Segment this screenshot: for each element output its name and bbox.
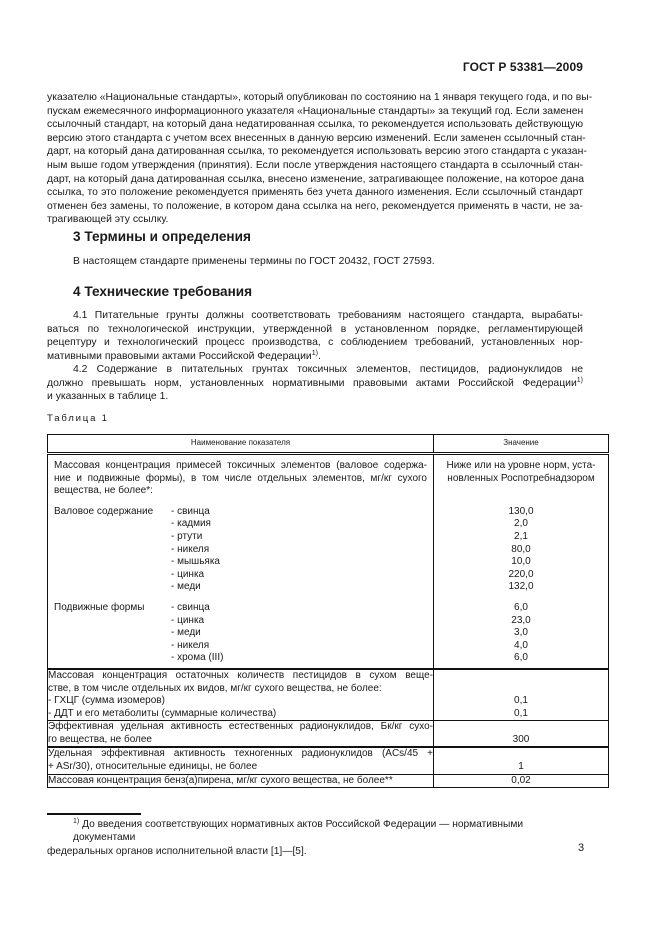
table-caption: Таблица 1 bbox=[47, 413, 109, 424]
element-value: 10,0 bbox=[511, 556, 531, 568]
element-name: - мышьяка bbox=[171, 556, 220, 568]
gross-content-group bbox=[54, 506, 427, 594]
section-4-heading: 4 Технические требования bbox=[73, 284, 253, 299]
element-value: 6,0 bbox=[514, 601, 528, 613]
element-name: - меди bbox=[171, 581, 201, 593]
section-3-heading: 3 Термины и определения bbox=[73, 229, 251, 244]
value-cell: 300 bbox=[434, 721, 609, 748]
text-line: 4.1 Питательные грунты должны соответствовать требованиям настоящего стандарта, вырабаты- bbox=[73, 310, 583, 321]
text-line: ссылка, то это положение рекомендуется применять без учета данного изменения. Если ссылочный стандарт bbox=[47, 187, 583, 199]
element-value: 2,0 bbox=[514, 518, 528, 530]
indicator-cell: Массовая концентрация бенз(а)пирена, мг/кг сухого вещества, не более** bbox=[48, 774, 434, 788]
cell-text-line: Удельная эффективная активность техногенных радионуклидов (ACs/45 + bbox=[48, 748, 433, 760]
table-row bbox=[48, 721, 609, 748]
text-line bbox=[47, 377, 583, 391]
value-cell bbox=[434, 669, 609, 721]
pesticide-value: 0,1 bbox=[514, 695, 528, 707]
cell-text-line: го вещества, не более bbox=[48, 733, 152, 745]
section-3-text: В настоящем стандарте применены термины по ГОСТ 20432, ГОСТ 27593. bbox=[73, 256, 435, 267]
table-1 bbox=[47, 434, 609, 788]
footnote-text: До введения соответствующих нормативных актов Российской Федерации — нормативными документами bbox=[73, 819, 524, 844]
footnote-ref: 1) bbox=[311, 349, 318, 357]
element-name: - никеля bbox=[171, 639, 210, 651]
indicator-cell bbox=[48, 669, 434, 721]
text-line-content: должно превышать норм, установленных нормативными правовыми актами Российской Федерации bbox=[47, 377, 577, 389]
text-line: отменен без замены, то положение, в котором дана ссылка на него, рекомендуется применять в части, не за- bbox=[47, 200, 583, 212]
element-value: 132,0 bbox=[508, 581, 534, 593]
paragraph-4-1 bbox=[47, 309, 583, 363]
footnote-line: федеральных органов исполнительной власти [1]—[5]. bbox=[47, 845, 307, 857]
group-label: Подвижные формы bbox=[54, 601, 145, 613]
element-name: - свинца bbox=[171, 601, 210, 613]
element-value: 23,0 bbox=[511, 614, 531, 626]
footnote-divider bbox=[47, 813, 141, 815]
element-name: - свинца bbox=[171, 505, 210, 517]
intro-paragraph bbox=[47, 91, 593, 227]
text-line: дарт, на который дана датированная ссылка, внесено изменение, затрагивающее положение, на которое дана bbox=[47, 173, 584, 185]
text-line: рецептуру и технологический процесс производства, с соблюдением требований, установленных нор- bbox=[47, 337, 583, 349]
pesticide-name: - ДДТ и его метаболиты (суммарные количества) bbox=[48, 707, 277, 719]
element-value: 6,0 bbox=[514, 652, 528, 664]
cell-text-line: вещества, не более*: bbox=[54, 485, 153, 497]
element-value: 220,0 bbox=[508, 568, 534, 580]
text-line: и указанных в таблице 1. bbox=[47, 391, 169, 403]
footnote-line bbox=[47, 818, 583, 845]
paragraph-4-2 bbox=[47, 363, 583, 404]
cell-text-line: Ниже или на уровне норм, уста- bbox=[446, 460, 596, 471]
footnote bbox=[47, 818, 583, 858]
element-value: 4,0 bbox=[514, 639, 528, 651]
pesticide-name: - ГХЦГ (сумма изомеров) bbox=[48, 695, 165, 707]
column-header-value: Значение bbox=[434, 435, 609, 454]
text-line: указателю «Национальные стандарты», который опубликован по состоянию на 1 января текущего года, и по вы- bbox=[47, 92, 593, 103]
text-line: 4.2 Содержание в питательных грунтах токсичных элементов, пестицидов, радионуклидов не bbox=[73, 364, 583, 375]
indicator-cell bbox=[48, 454, 434, 669]
element-name: - цинка bbox=[171, 614, 205, 626]
table-row bbox=[48, 454, 609, 669]
element-value: 2,1 bbox=[514, 530, 528, 542]
cell-text-line: ние и подвижные формы), в том числе отдельных элементов, мг/кг сухого bbox=[54, 472, 427, 484]
table-row bbox=[48, 669, 609, 721]
footnote-marker: 1) bbox=[73, 818, 80, 825]
footnote-ref: 1) bbox=[576, 376, 583, 384]
text-line: пускам ежемесячного информационного указателя «Национальные стандарты» за текущий год. Если заменен bbox=[47, 105, 584, 117]
value-cell: 0,02 bbox=[434, 774, 609, 788]
text-line: дарт, на который дана датированная ссылка, то рекомендуется использовать версию этого стандарта с указан- bbox=[47, 146, 587, 158]
element-value: 80,0 bbox=[511, 543, 531, 555]
element-name: - кадмия bbox=[171, 518, 211, 530]
pesticide-value: 0,1 bbox=[514, 707, 528, 719]
cell-text-line: + ASr/30), относительные единицы, не более bbox=[48, 761, 258, 773]
cell-text-line: Массовая концентрация примесей токсичных элементов (валовое содержа- bbox=[54, 460, 427, 471]
element-name: - хрома (III) bbox=[171, 652, 224, 664]
text-tail: . bbox=[317, 350, 321, 362]
element-value: 130,0 bbox=[508, 505, 534, 517]
table-header-row bbox=[48, 435, 609, 454]
value-cell: 1 bbox=[434, 747, 609, 774]
table-row bbox=[48, 747, 609, 774]
cell-text-line: Массовая концентрация остаточных количеств пестицидов в сухом веще- bbox=[48, 669, 433, 681]
group-items bbox=[171, 602, 223, 665]
element-value: 3,0 bbox=[514, 627, 528, 639]
cell-text-line: новленных Роспотребнадзором bbox=[447, 472, 595, 484]
mobile-forms-group bbox=[54, 602, 427, 665]
element-name: - меди bbox=[171, 627, 201, 639]
page-number: 3 bbox=[578, 842, 585, 854]
document-id-header: ГОСТ Р 53381—2009 bbox=[462, 60, 583, 74]
indicator-cell bbox=[48, 721, 434, 748]
element-name: - никеля bbox=[171, 543, 210, 555]
element-name: - цинка bbox=[171, 568, 205, 580]
text-line: ваться по технологической инструкции, утвержденной в установленном порядке, регламентирующей bbox=[47, 323, 583, 335]
column-header-indicator: Наименование показателя bbox=[48, 435, 434, 454]
text-line: ным выше годом утверждения (принятия). Если после утверждения настоящего стандарта в ссылочный стан- bbox=[47, 159, 583, 171]
group-label: Валовое содержание bbox=[54, 505, 154, 517]
cell-text-line: Эффективная удельная активность естественных радионуклидов, Бк/кг сухо- bbox=[48, 721, 433, 733]
text-line: версию этого стандарта с учетом всех внесенных в данную версию изменений. Если заменен ссылочный стан- bbox=[47, 132, 586, 144]
table-row bbox=[48, 774, 609, 788]
text-line bbox=[47, 350, 583, 364]
cell-text-line: стве, в том числе отдельных их видов, мг/кг сухого вещества, не более: bbox=[48, 682, 382, 694]
element-name: - ртути bbox=[171, 530, 203, 542]
indicator-cell bbox=[48, 747, 434, 774]
text-line: ссылочный стандарт, на который дана недатированная ссылка, то рекомендуется использовать действующую bbox=[47, 119, 583, 131]
text-line: трагивающей эту ссылку. bbox=[47, 214, 169, 226]
value-cell bbox=[434, 454, 609, 669]
group-items bbox=[171, 506, 220, 594]
text-line-content: мативными правовыми актами Российской Федерации bbox=[47, 350, 312, 362]
